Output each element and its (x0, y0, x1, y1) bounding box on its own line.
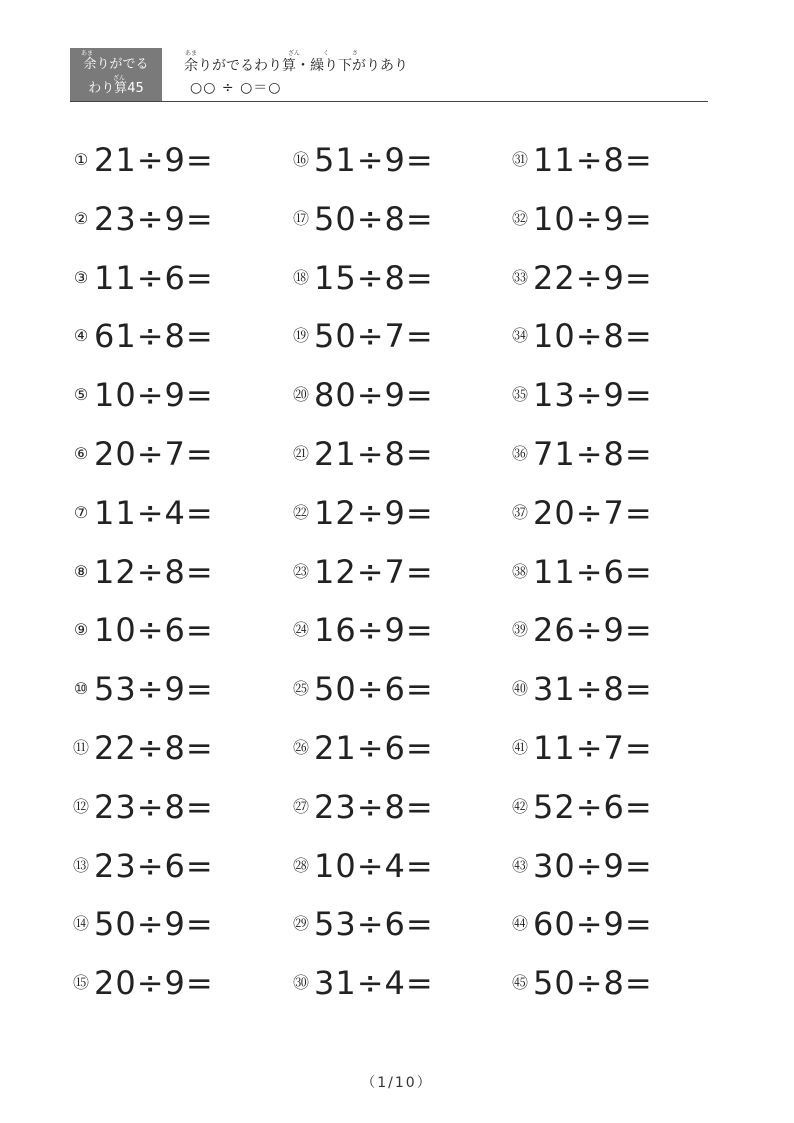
problem-number: ③ (73, 268, 89, 287)
problem-number: ㉑ (292, 444, 309, 463)
problem-item (511, 904, 653, 944)
problem-item (511, 375, 653, 415)
problem-item (72, 434, 214, 474)
problem-item (72, 728, 214, 768)
problem-expression: 20÷7= (94, 435, 214, 473)
problem-expression: 21÷8= (314, 435, 434, 473)
problem-expression: 16÷9= (314, 611, 434, 649)
problem-expression: 12÷8= (94, 553, 214, 591)
problem-expression: 11÷4= (94, 494, 214, 532)
problem-item (511, 728, 653, 768)
problem-expression: 13÷9= (533, 376, 653, 414)
problem-number: ⑭ (72, 914, 89, 933)
worksheet-label-box (70, 48, 162, 102)
problem-expression: 23÷8= (314, 788, 434, 826)
title-ruby-ku: く (323, 50, 330, 57)
problem-number: ⑪ (72, 738, 89, 757)
problem-item (511, 493, 653, 533)
problem-item (511, 316, 653, 356)
problem-number: ⑨ (73, 620, 89, 639)
problem-item (292, 728, 434, 768)
problem-number: ㉔ (292, 620, 309, 639)
problem-expression: 11÷6= (94, 259, 214, 297)
problem-item (292, 375, 434, 415)
problem-item (72, 787, 214, 827)
problem-item (511, 787, 653, 827)
problem-expression: 52÷6= (533, 788, 653, 826)
problem-expression: 26÷9= (533, 611, 653, 649)
problem-expression: 51÷9= (314, 141, 434, 179)
box-ruby-zan: ざん (113, 75, 126, 82)
problem-item (511, 140, 653, 180)
problem-expression: 21÷9= (94, 141, 214, 179)
problem-number: ㉙ (292, 914, 309, 933)
problem-item (511, 846, 653, 886)
problem-item (511, 258, 653, 298)
problem-number: ⑯ (292, 150, 309, 169)
problem-number: ㉖ (292, 738, 309, 757)
problem-expression: 12÷7= (314, 553, 434, 591)
problem-expression: 10÷9= (533, 200, 653, 238)
problem-number: ⑫ (72, 797, 89, 816)
problem-expression: 50÷8= (314, 200, 434, 238)
problem-item (292, 963, 434, 1003)
problem-expression: 31÷8= (533, 670, 653, 708)
problem-item (72, 493, 214, 533)
worksheet-title: 余りがでるわり算・繰り下がりあり (184, 58, 408, 74)
title-ruby-sa: さ (352, 50, 359, 57)
problem-number: ㊲ (511, 503, 528, 522)
problem-number: ㉚ (292, 973, 309, 992)
problem-number: ㊴ (511, 620, 528, 639)
problem-item (511, 552, 653, 592)
title-ruby-zan: ざん (288, 50, 301, 57)
problem-expression: 61÷8= (94, 317, 214, 355)
problem-expression: 12÷9= (314, 494, 434, 532)
problem-number: ㉞ (511, 326, 528, 345)
problem-expression: 11÷6= (533, 553, 653, 591)
problem-expression: 10÷8= (533, 317, 653, 355)
problem-number: ⑰ (292, 209, 309, 228)
problem-number: ㉟ (511, 385, 528, 404)
problem-number: ㉝ (511, 268, 528, 287)
problem-expression: 50÷6= (314, 670, 434, 708)
problem-number: ㊶ (511, 738, 528, 757)
problem-item (292, 493, 434, 533)
problem-expression: 11÷7= (533, 729, 653, 767)
problem-item (292, 846, 434, 886)
problem-item (72, 669, 214, 709)
problem-number: ⑦ (73, 503, 89, 522)
problem-item (292, 669, 434, 709)
header-divider (70, 101, 708, 102)
problem-number: ㊳ (511, 562, 528, 581)
problem-number: ㊺ (511, 973, 528, 992)
title-ruby-ama: あま (185, 50, 198, 57)
problem-item (72, 199, 214, 239)
problem-item (511, 434, 653, 474)
problem-expression: 10÷6= (94, 611, 214, 649)
worksheet-label-line2: わり算45 (88, 81, 144, 96)
problem-expression: 53÷9= (94, 670, 214, 708)
problem-item (72, 375, 214, 415)
problem-item (72, 846, 214, 886)
problem-expression: 20÷7= (533, 494, 653, 532)
problem-number: ㉜ (511, 209, 528, 228)
problem-number: ⑱ (292, 268, 309, 287)
problem-item (292, 316, 434, 356)
problem-expression: 15÷8= (314, 259, 434, 297)
worksheet-label-line1: 余りがでる (83, 57, 149, 72)
problem-number: ⑬ (72, 856, 89, 875)
problem-number: ㊷ (511, 797, 528, 816)
problem-item (511, 669, 653, 709)
problem-number: ㉛ (511, 150, 528, 169)
box-ruby-ama: あま (81, 50, 94, 57)
problem-item (72, 963, 214, 1003)
problem-expression: 23÷6= (94, 847, 214, 885)
problem-item (292, 610, 434, 650)
problem-number: ㉘ (292, 856, 309, 875)
problem-number: ㊹ (511, 914, 528, 933)
problem-item (72, 316, 214, 356)
problem-item (511, 199, 653, 239)
problem-expression: 50÷8= (533, 964, 653, 1002)
problem-item (292, 552, 434, 592)
problem-expression: 22÷8= (94, 729, 214, 767)
problem-item (292, 787, 434, 827)
problem-number: ④ (73, 326, 89, 345)
problem-number: ㉗ (292, 797, 309, 816)
problem-expression: 23÷8= (94, 788, 214, 826)
problem-number: ⑲ (292, 326, 309, 345)
problem-item (292, 258, 434, 298)
problem-number: ① (73, 150, 89, 169)
problem-number: ㉓ (292, 562, 309, 581)
problem-item (72, 140, 214, 180)
problem-item (72, 610, 214, 650)
problem-number: ㉕ (292, 679, 309, 698)
problem-item (292, 904, 434, 944)
problem-expression: 23÷9= (94, 200, 214, 238)
page-number: （1/10） (361, 1075, 433, 1091)
problem-expression: 10÷4= (314, 847, 434, 885)
problem-expression: 11÷8= (533, 141, 653, 179)
problem-item (72, 258, 214, 298)
problem-expression: 31÷4= (314, 964, 434, 1002)
problem-number: ⑤ (73, 385, 89, 404)
problem-expression: 10÷9= (94, 376, 214, 414)
problem-number: ⑩ (73, 679, 89, 698)
problem-number: ㊸ (511, 856, 528, 875)
problem-item (72, 552, 214, 592)
problem-item (72, 904, 214, 944)
formula-pattern: ○○ ÷ ○＝○ (190, 80, 282, 96)
problem-item (511, 963, 653, 1003)
problem-number: ㉒ (292, 503, 309, 522)
problem-item (292, 140, 434, 180)
problem-expression: 22÷9= (533, 259, 653, 297)
problem-expression: 60÷9= (533, 905, 653, 943)
problem-expression: 53÷6= (314, 905, 434, 943)
problem-number: ⑮ (72, 973, 89, 992)
problem-expression: 21÷6= (314, 729, 434, 767)
problem-expression: 71÷8= (533, 435, 653, 473)
problem-expression: 80÷9= (314, 376, 434, 414)
problem-expression: 50÷7= (314, 317, 434, 355)
problem-number: ㊵ (511, 679, 528, 698)
problem-expression: 30÷9= (533, 847, 653, 885)
problem-number: ⑳ (292, 385, 309, 404)
problem-item (511, 610, 653, 650)
problem-number: ㊱ (511, 444, 528, 463)
problem-expression: 20÷9= (94, 964, 214, 1002)
problem-expression: 50÷9= (94, 905, 214, 943)
problem-item (292, 199, 434, 239)
problem-number: ⑥ (73, 444, 89, 463)
problem-number: ⑧ (73, 562, 89, 581)
problem-item (292, 434, 434, 474)
problem-number: ② (73, 209, 89, 228)
